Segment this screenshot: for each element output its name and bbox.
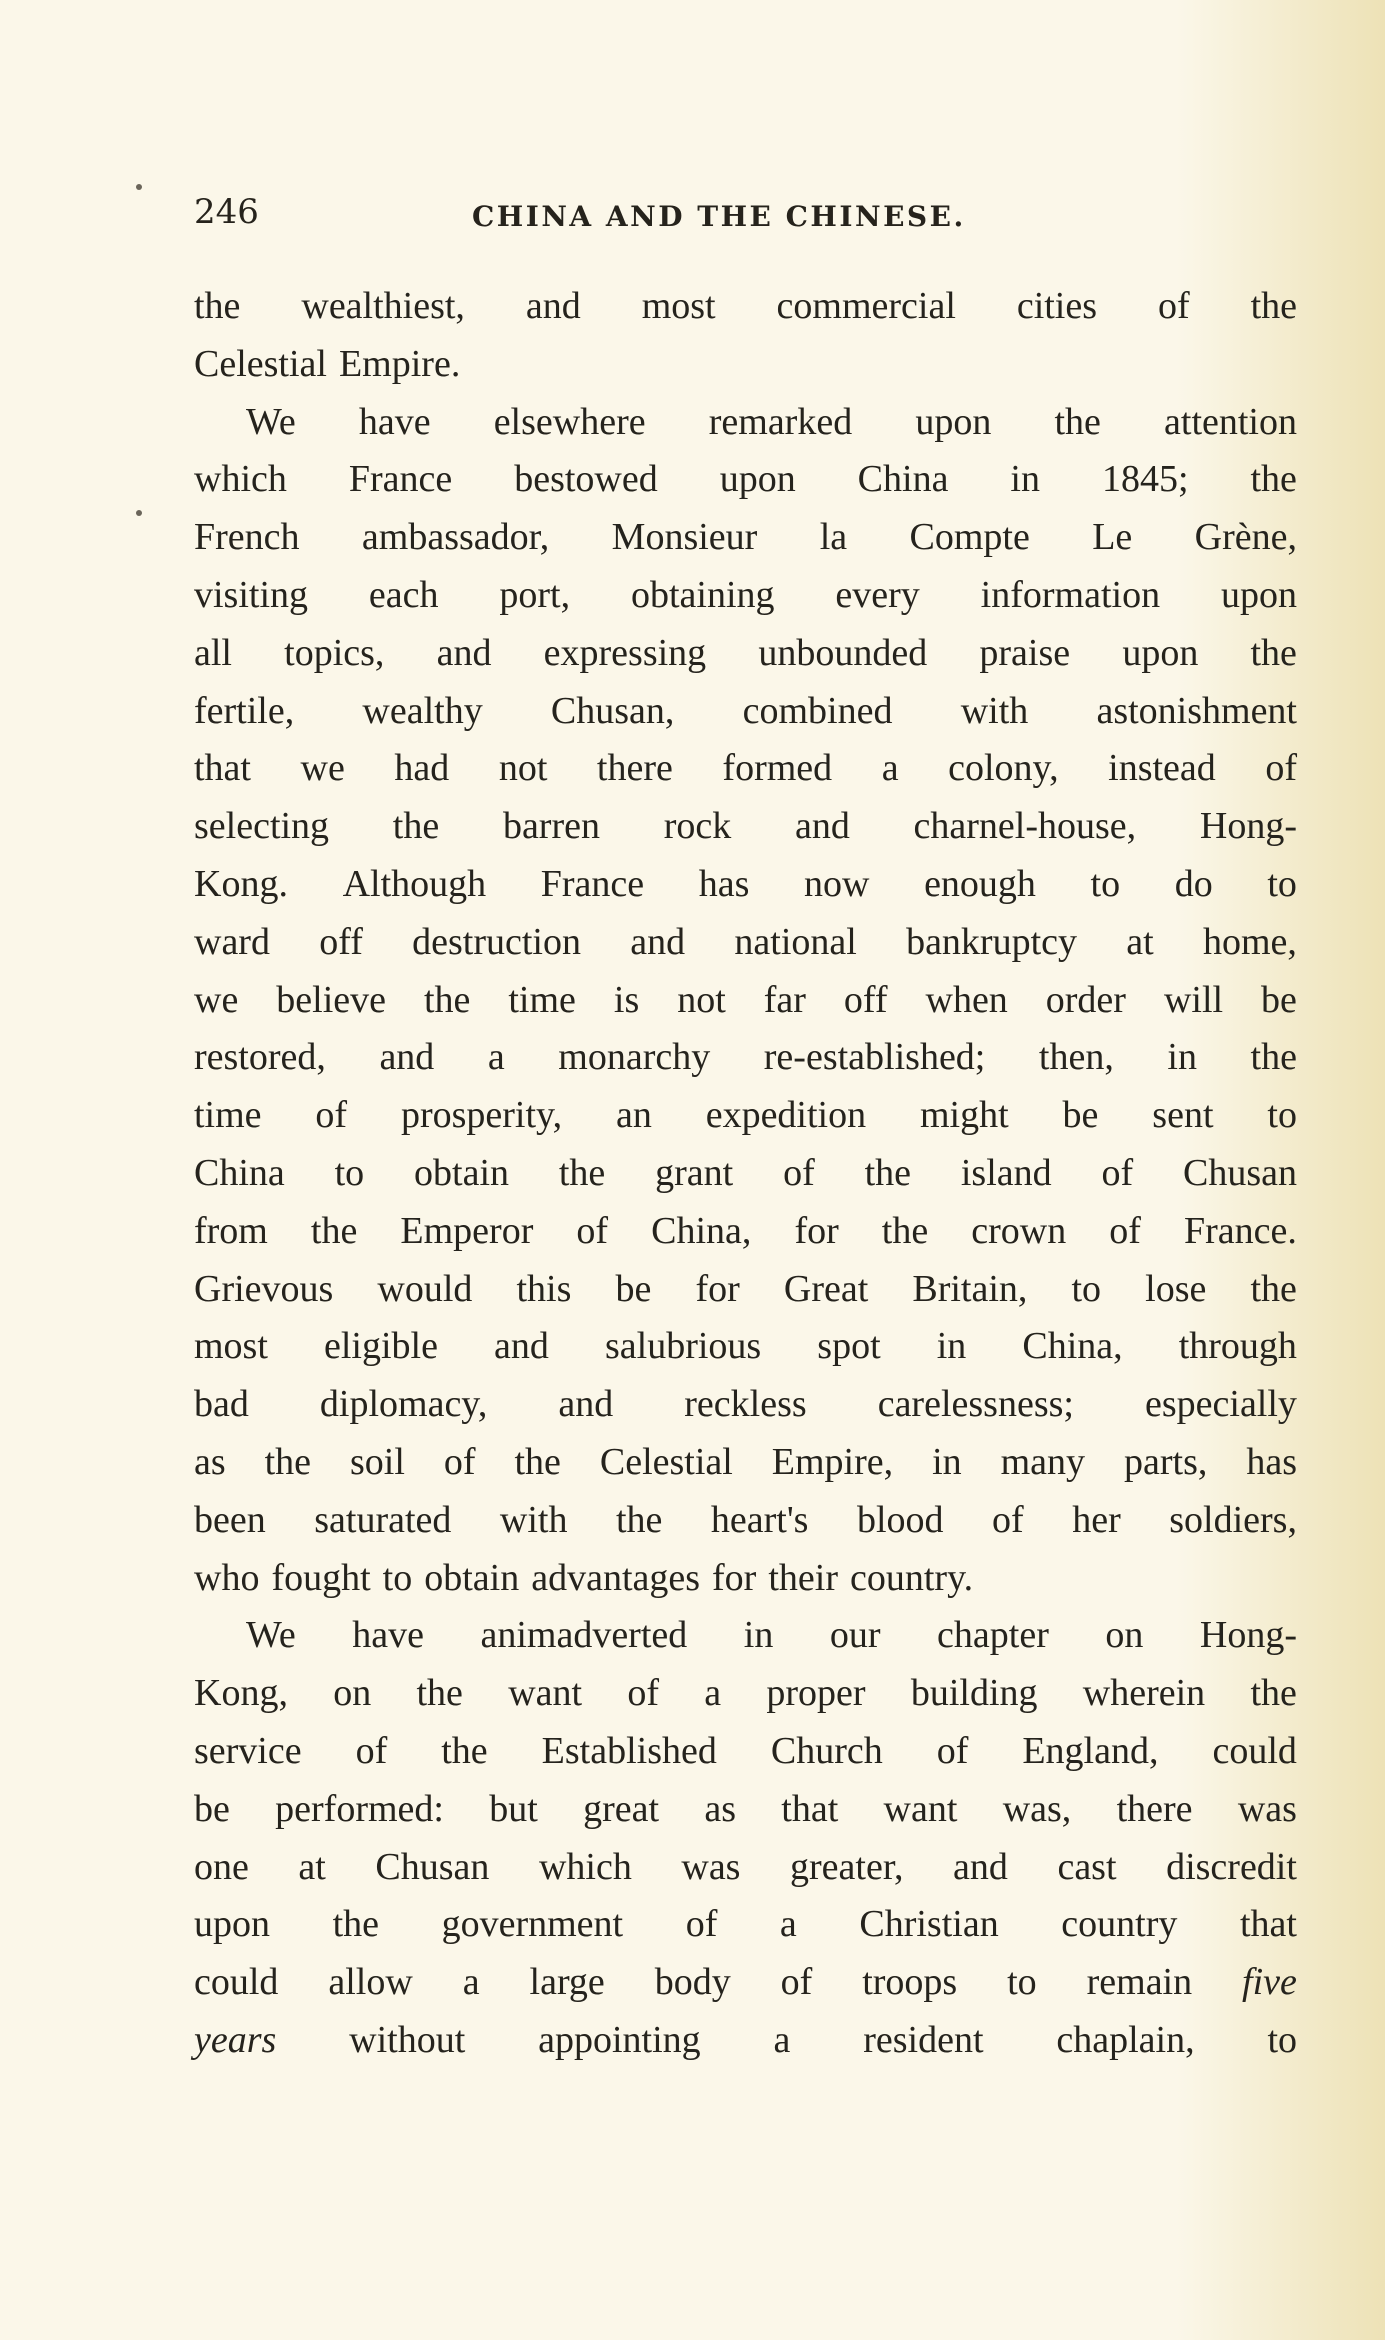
- word: at: [298, 1845, 326, 1888]
- word: the: [392, 805, 440, 848]
- text-line: [194, 1723, 1297, 1781]
- word: was,: [1002, 1787, 1072, 1830]
- text-line: [194, 1954, 1297, 2012]
- word: Chusan,: [550, 689, 675, 732]
- word: the: [558, 1151, 606, 1194]
- word: Chusan: [375, 1845, 490, 1888]
- word: for: [695, 1267, 740, 1310]
- word: each: [368, 573, 439, 616]
- word: as: [194, 1440, 226, 1483]
- word: Empire.: [338, 342, 461, 385]
- word: Empire,: [771, 1440, 894, 1483]
- word: Hong-: [1199, 805, 1297, 848]
- word: obtain: [414, 1151, 510, 1194]
- page-number: 246: [194, 192, 259, 232]
- word: fought: [271, 1556, 371, 1599]
- word: and: [436, 631, 492, 674]
- word: most: [641, 285, 716, 327]
- word: service: [194, 1729, 302, 1772]
- word: formed: [722, 747, 833, 790]
- word: Kong,: [194, 1672, 288, 1715]
- word: be: [615, 1267, 652, 1310]
- word: parts,: [1124, 1440, 1208, 1483]
- word: and: [525, 285, 581, 327]
- word: without: [349, 2018, 466, 2061]
- word: China,: [651, 1209, 752, 1252]
- word: a: [773, 2018, 791, 2061]
- word: the: [332, 1903, 380, 1946]
- word: to: [334, 1151, 365, 1194]
- word: wherein: [1082, 1672, 1206, 1715]
- word: praise: [979, 631, 1071, 674]
- word: from: [194, 1209, 268, 1252]
- word: we: [300, 747, 345, 790]
- word: be: [1261, 978, 1297, 1021]
- word: most: [194, 1325, 268, 1368]
- word: port,: [499, 573, 571, 616]
- word: carelessness;: [877, 1383, 1074, 1426]
- word: a: [881, 747, 899, 790]
- text-line: [194, 1261, 1297, 1319]
- word: France: [540, 862, 645, 905]
- word: as: [704, 1787, 736, 1830]
- word: of: [685, 1903, 718, 1946]
- word: soil: [350, 1440, 405, 1483]
- word: believe: [276, 978, 386, 1021]
- text-line: [194, 1896, 1297, 1954]
- word: cities: [1016, 285, 1098, 327]
- word: to: [382, 1556, 413, 1599]
- word: ward: [194, 920, 270, 963]
- word: in: [932, 1440, 962, 1483]
- word: wealthy: [362, 689, 483, 732]
- word: in: [1167, 1036, 1197, 1079]
- word: for: [794, 1209, 839, 1252]
- text-line: [194, 1087, 1297, 1145]
- word: of: [443, 1440, 476, 1483]
- text-line: [194, 1029, 1297, 1087]
- word: a: [704, 1672, 722, 1715]
- word: of: [627, 1672, 659, 1715]
- word: combined: [742, 689, 893, 732]
- word: Although: [342, 862, 487, 905]
- word: the: [1054, 400, 1101, 443]
- text-line: [194, 914, 1297, 972]
- word: China: [857, 458, 949, 501]
- text-line: [194, 798, 1297, 856]
- word: bad: [194, 1383, 249, 1426]
- word: has: [1246, 1440, 1297, 1483]
- word: the: [1250, 458, 1297, 501]
- word: and: [794, 805, 850, 848]
- word: want: [508, 1672, 583, 1715]
- word: commercial: [776, 285, 956, 327]
- word: could: [194, 1961, 279, 2004]
- word: be: [194, 1787, 230, 1830]
- word: a: [462, 1961, 480, 2004]
- word: but: [489, 1787, 538, 1830]
- word: grant: [655, 1151, 734, 1194]
- word: of: [1157, 285, 1190, 327]
- word: our: [829, 1614, 881, 1657]
- word: to: [1007, 1961, 1037, 2004]
- word: the: [194, 285, 241, 327]
- word: the: [416, 1672, 463, 1715]
- word: lose: [1145, 1267, 1207, 1310]
- word: could: [1212, 1729, 1297, 1772]
- word: time: [194, 1094, 262, 1137]
- word: colony,: [948, 747, 1059, 790]
- word: not: [677, 978, 726, 1021]
- word: enough: [924, 862, 1036, 905]
- word: crown: [971, 1209, 1067, 1252]
- word: expedition: [705, 1094, 867, 1137]
- word: to: [1267, 1094, 1297, 1137]
- word: remarked: [708, 400, 853, 443]
- word: of: [355, 1729, 388, 1772]
- word: eligible: [323, 1325, 438, 1368]
- word: of: [936, 1729, 969, 1772]
- word: all: [194, 631, 232, 674]
- word: information: [980, 573, 1161, 616]
- word: appointing: [538, 2018, 701, 2061]
- word: in: [936, 1325, 967, 1368]
- word: greater,: [790, 1845, 904, 1888]
- word: want: [883, 1787, 958, 1830]
- word: spot: [817, 1325, 881, 1368]
- word: the: [310, 1209, 358, 1252]
- word: was: [681, 1845, 741, 1888]
- word: who: [194, 1556, 260, 1599]
- word: allow: [328, 1961, 413, 2004]
- word: 1845;: [1101, 458, 1189, 501]
- word: Le: [1092, 516, 1133, 559]
- word: la: [819, 516, 848, 559]
- word: this: [516, 1267, 572, 1310]
- word: will: [1163, 978, 1224, 1021]
- word: chaplain,: [1056, 2018, 1195, 2061]
- word: soldiers,: [1169, 1498, 1297, 1541]
- word: at: [1126, 920, 1154, 963]
- word: the: [423, 978, 471, 1021]
- word: Monsieur: [611, 516, 758, 559]
- text-line: [194, 625, 1297, 683]
- word: there: [596, 747, 673, 790]
- word: unbounded: [758, 631, 928, 674]
- word: been: [194, 1498, 266, 1541]
- word: has: [698, 862, 750, 905]
- word: prosperity,: [400, 1094, 563, 1137]
- word: building: [910, 1672, 1038, 1715]
- word: barren: [502, 805, 600, 848]
- word: order: [1045, 978, 1126, 1021]
- italic-word: years: [194, 2018, 277, 2061]
- word: China: [194, 1151, 285, 1194]
- word: government: [441, 1903, 624, 1946]
- word: remain: [1086, 1961, 1193, 2004]
- text-line: [194, 1203, 1297, 1261]
- word: animadverted: [480, 1614, 688, 1657]
- word: to: [1267, 862, 1297, 905]
- margin-dot: [136, 510, 142, 516]
- word: is: [613, 978, 640, 1021]
- word: do: [1174, 862, 1213, 905]
- word: troops: [862, 1961, 958, 2004]
- text-line: [194, 394, 1297, 452]
- word: and: [630, 920, 686, 963]
- text-line: [194, 1376, 1297, 1434]
- word: in: [1010, 458, 1040, 501]
- italic-word: five: [1242, 1961, 1297, 2004]
- word: one: [194, 1845, 249, 1888]
- word: England,: [1022, 1729, 1159, 1772]
- word: many: [1000, 1440, 1086, 1483]
- word: chapter: [937, 1614, 1049, 1657]
- word: the: [1250, 285, 1297, 327]
- word: for: [712, 1556, 757, 1599]
- word: the: [864, 1151, 911, 1194]
- word: upon: [1122, 631, 1199, 674]
- word: French: [194, 516, 300, 559]
- word: obtaining: [630, 573, 775, 616]
- word: Britain,: [912, 1267, 1028, 1310]
- word: of: [783, 1151, 815, 1194]
- word: selecting: [194, 805, 330, 848]
- word: an: [615, 1094, 652, 1137]
- word: national: [734, 920, 857, 963]
- word: charnel-house,: [913, 805, 1137, 848]
- word: advantages: [531, 1556, 701, 1599]
- word: upon: [915, 400, 992, 443]
- word: was: [1237, 1787, 1297, 1830]
- word: Grène,: [1194, 516, 1297, 559]
- word: Christian: [859, 1903, 999, 1946]
- word: of: [315, 1094, 348, 1137]
- text-line: [194, 972, 1297, 1030]
- word: of: [1101, 1151, 1134, 1194]
- word: the: [441, 1729, 488, 1772]
- word: which: [538, 1845, 632, 1888]
- word: have: [358, 400, 431, 443]
- word: the: [1250, 1267, 1297, 1310]
- text-line: [194, 1781, 1297, 1839]
- word: her: [1072, 1498, 1121, 1541]
- word: elsewhere: [493, 400, 646, 443]
- word: attention: [1164, 400, 1297, 443]
- word: bankruptcy: [906, 920, 1078, 963]
- word: resident: [863, 2018, 984, 2061]
- word: proper: [766, 1672, 866, 1715]
- text-line: [194, 2012, 1297, 2070]
- word: Established: [541, 1729, 717, 1772]
- word: Compte: [909, 516, 1030, 559]
- word: that: [1239, 1903, 1297, 1946]
- word: especially: [1145, 1383, 1297, 1426]
- text-line: [194, 509, 1297, 567]
- word: Great: [783, 1267, 869, 1310]
- word: now: [804, 862, 870, 905]
- word: country.: [849, 1556, 974, 1599]
- text-line: [194, 451, 1297, 509]
- word: of: [1109, 1209, 1141, 1252]
- word: upon: [194, 1903, 270, 1946]
- word: expressing: [543, 631, 707, 674]
- word: destruction: [412, 920, 581, 963]
- word: salubrious: [604, 1325, 762, 1368]
- word: the: [1250, 1672, 1297, 1715]
- word: wealthiest,: [301, 285, 465, 327]
- word: the: [514, 1440, 561, 1483]
- word: of: [1265, 747, 1297, 790]
- word: their: [768, 1556, 838, 1599]
- word: Chusan: [1182, 1151, 1297, 1194]
- word: that: [781, 1787, 839, 1830]
- word: the: [1250, 631, 1297, 674]
- word: not: [498, 747, 548, 790]
- word: We: [246, 1614, 296, 1657]
- word: restored,: [194, 1036, 326, 1079]
- word: far: [763, 978, 806, 1021]
- word: and: [558, 1383, 614, 1426]
- word: topics,: [284, 631, 385, 674]
- word: of: [780, 1961, 813, 2004]
- word: in: [743, 1614, 774, 1657]
- word: diplomacy,: [319, 1383, 488, 1426]
- text-line: [194, 1665, 1297, 1723]
- margin-dot: [136, 184, 142, 190]
- word: a: [487, 1036, 505, 1079]
- word: every: [835, 573, 920, 616]
- word: visiting: [194, 573, 309, 616]
- word: cast: [1057, 1845, 1117, 1888]
- word: upon: [719, 458, 796, 501]
- word: re-established;: [763, 1036, 986, 1079]
- word: blood: [856, 1498, 944, 1541]
- word: Grievous: [194, 1267, 334, 1310]
- word: of: [992, 1498, 1024, 1541]
- word: there: [1116, 1787, 1193, 1830]
- word: sent: [1152, 1094, 1214, 1137]
- word: the: [881, 1209, 929, 1252]
- text-line: [194, 856, 1297, 914]
- word: astonishment: [1096, 689, 1297, 732]
- word: off: [319, 920, 363, 963]
- text-line: [194, 1839, 1297, 1897]
- word: on: [1105, 1614, 1144, 1657]
- word: to: [1267, 2018, 1297, 2061]
- word: Celestial: [599, 1440, 733, 1483]
- word: instead: [1108, 747, 1216, 790]
- word: we: [194, 978, 239, 1021]
- word: body: [654, 1961, 731, 2004]
- word: to: [1071, 1267, 1102, 1310]
- word: the: [1250, 1036, 1297, 1079]
- word: the: [264, 1440, 312, 1483]
- word: obtain: [424, 1556, 520, 1599]
- word: on: [333, 1672, 372, 1715]
- word: and: [379, 1036, 435, 1079]
- word: with: [499, 1498, 568, 1541]
- word: and: [494, 1325, 549, 1368]
- word: have: [352, 1614, 424, 1657]
- word: Celestial: [194, 342, 327, 385]
- word: through: [1178, 1325, 1297, 1368]
- word: We: [246, 400, 296, 443]
- word: Kong.: [194, 862, 288, 905]
- word: which: [194, 458, 287, 501]
- word: France.: [1184, 1209, 1297, 1252]
- word: off: [843, 978, 888, 1021]
- text-line: [194, 336, 1297, 394]
- word: might: [919, 1094, 1009, 1137]
- text-line: [194, 740, 1297, 798]
- word: rock: [663, 805, 732, 848]
- word: to: [1090, 862, 1121, 905]
- word: be: [1062, 1094, 1099, 1137]
- word: then,: [1038, 1036, 1114, 1079]
- word: country: [1061, 1903, 1178, 1946]
- word: of: [576, 1209, 609, 1252]
- word: performed:: [275, 1787, 444, 1830]
- word: ambassador,: [361, 516, 550, 559]
- text-line: [194, 1434, 1297, 1492]
- word: discredit: [1166, 1845, 1297, 1888]
- word: Hong-: [1199, 1614, 1297, 1657]
- word: home,: [1202, 920, 1297, 963]
- word: Church: [770, 1729, 883, 1772]
- text-line: [194, 1607, 1297, 1665]
- text-line: [194, 1318, 1297, 1376]
- word: had: [394, 747, 450, 790]
- text-line: [194, 1550, 1297, 1608]
- text-line: [194, 1145, 1297, 1203]
- text-line: [194, 1492, 1297, 1550]
- text-line: [194, 567, 1297, 625]
- word: and: [953, 1845, 1008, 1888]
- word: Emperor: [400, 1209, 534, 1252]
- word: monarchy: [558, 1036, 711, 1079]
- word: reckless: [684, 1383, 807, 1426]
- word: bestowed: [514, 458, 658, 501]
- running-head: CHINA AND THE CHINESE.: [472, 200, 966, 233]
- word: that: [194, 747, 251, 790]
- word: heart's: [710, 1498, 809, 1541]
- word: time: [508, 978, 576, 1021]
- word: great: [583, 1787, 660, 1830]
- word: upon: [1220, 573, 1297, 616]
- word: island: [960, 1151, 1052, 1194]
- word: a: [779, 1903, 797, 1946]
- word: large: [529, 1961, 605, 2004]
- word: the: [615, 1498, 663, 1541]
- page-body-text: [194, 278, 1297, 2070]
- word: when: [925, 978, 1008, 1021]
- text-line: [194, 683, 1297, 741]
- word: would: [377, 1267, 473, 1310]
- word: with: [960, 689, 1029, 732]
- word: China,: [1022, 1325, 1123, 1368]
- text-line: [194, 278, 1297, 336]
- word: France: [348, 458, 453, 501]
- word: fertile,: [194, 689, 295, 732]
- word: saturated: [314, 1498, 452, 1541]
